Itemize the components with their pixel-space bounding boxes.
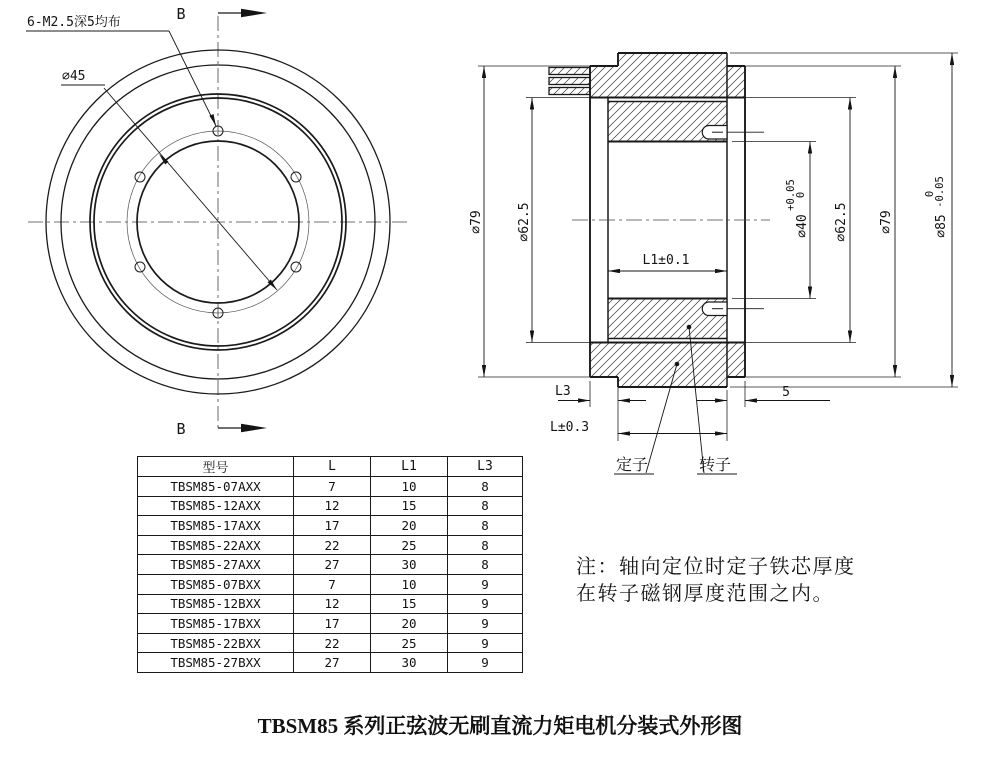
dim-label-d62-5-right: ∅62.5 [834,202,849,242]
table-cell: 10 [371,574,448,594]
table-row [138,535,523,555]
dim-label-d40-tol-upper: +0.05 [785,179,797,211]
holes-callout [26,31,216,126]
dim-label-l: L±0.3 [550,420,590,435]
bolt-circle-dim-label: ∅45 [62,69,86,84]
table-cell: TBSM85-17AXX [138,516,294,536]
table-cell: 7 [294,574,371,594]
drawing-title: TBSM85 系列正弦波无刷直流力矩电机分装式外形图 [257,714,743,738]
table-cell: 9 [448,633,523,653]
table-header-cell: L3 [448,457,523,477]
dim-label-d40-tol-lower: 0 [795,191,807,199]
section-view [478,53,958,474]
dim-label-d62-5-left: ∅62.5 [517,202,532,242]
table-row [138,614,523,634]
table-cell: 12 [294,496,371,516]
stator-label: 定子 [616,457,649,474]
dim-label-d79-right: ∅79 [879,210,894,234]
axial-note [576,554,906,608]
holes-note-label: 6-M2.5深5均布 [27,15,121,30]
bolt-circle-dimension [61,85,277,290]
table-cell: 15 [371,496,448,516]
table-cell: TBSM85-12BXX [138,594,294,614]
table-cell: TBSM85-27AXX [138,555,294,575]
table-cell: 15 [371,594,448,614]
section-marker-bottom: B [176,420,186,438]
table-row [138,516,523,536]
dim-label-d85-tol-upper: 0 [924,190,936,198]
dim-label-d79-left: ∅79 [469,210,484,234]
table-cell: TBSM85-12AXX [138,496,294,516]
table-row [138,477,523,497]
table-cell: 20 [371,614,448,634]
table-header-cell: 型号 [138,457,294,477]
table-cell: 9 [448,574,523,594]
table-cell: 9 [448,653,523,673]
table-cell: 27 [294,653,371,673]
table-cell: 8 [448,477,523,497]
table-header-cell: L1 [371,457,448,477]
note-line-2: 在转子磁钢厚度范围之内。 [576,583,834,605]
table-cell: 10 [371,477,448,497]
dim-label-d85: ∅85 [934,214,949,238]
table-row [138,574,523,594]
table-cell: 8 [448,555,523,575]
dim-label-d40-group [785,179,810,238]
section-marker-top: B [176,5,186,23]
table-cell: 8 [448,496,523,516]
dim-label-d85-group [924,176,949,238]
table-header-cell: L [294,457,371,477]
table-cell: 27 [294,555,371,575]
dim-label-5: 5 [782,385,790,400]
table-row [138,653,523,673]
dim-label-d85-tol-lower: -0.05 [934,176,946,208]
table-cell: 22 [294,535,371,555]
table-cell: 9 [448,614,523,634]
table-cell: 8 [448,535,523,555]
table-row [138,496,523,516]
rotor-key-top [702,126,764,140]
table-row [138,555,523,575]
table-cell: 25 [371,535,448,555]
table-cell: TBSM85-27BXX [138,653,294,673]
table-cell: TBSM85-07BXX [138,574,294,594]
table-cell: 20 [371,516,448,536]
table-cell: TBSM85-22AXX [138,535,294,555]
table-cell: 30 [371,653,448,673]
table-cell: 25 [371,633,448,653]
table-header-row [138,457,523,477]
table-cell: 12 [294,594,371,614]
table-cell: 17 [294,614,371,634]
table-cell: TBSM85-22BXX [138,633,294,653]
table-row [138,594,523,614]
table-row [138,633,523,653]
table-cell: TBSM85-17BXX [138,614,294,634]
rotor-label: 转子 [699,457,732,474]
table-cell: 9 [448,594,523,614]
section-b-markers [218,9,267,433]
table-cell: 7 [294,477,371,497]
table-cell: 22 [294,633,371,653]
table-cell: 8 [448,516,523,536]
dim-label-d40: ∅40 [795,214,810,238]
table-cell: TBSM85-07AXX [138,477,294,497]
rotor-key-bottom [702,302,764,316]
table-cell: 17 [294,516,371,536]
model-spec-table [137,456,523,673]
note-line-1: 注：轴向定位时定子铁芯厚度 [576,556,856,578]
table-cell: 30 [371,555,448,575]
dim-label-l3: L3 [555,384,571,399]
dim-label-l1: L1±0.1 [642,253,690,268]
